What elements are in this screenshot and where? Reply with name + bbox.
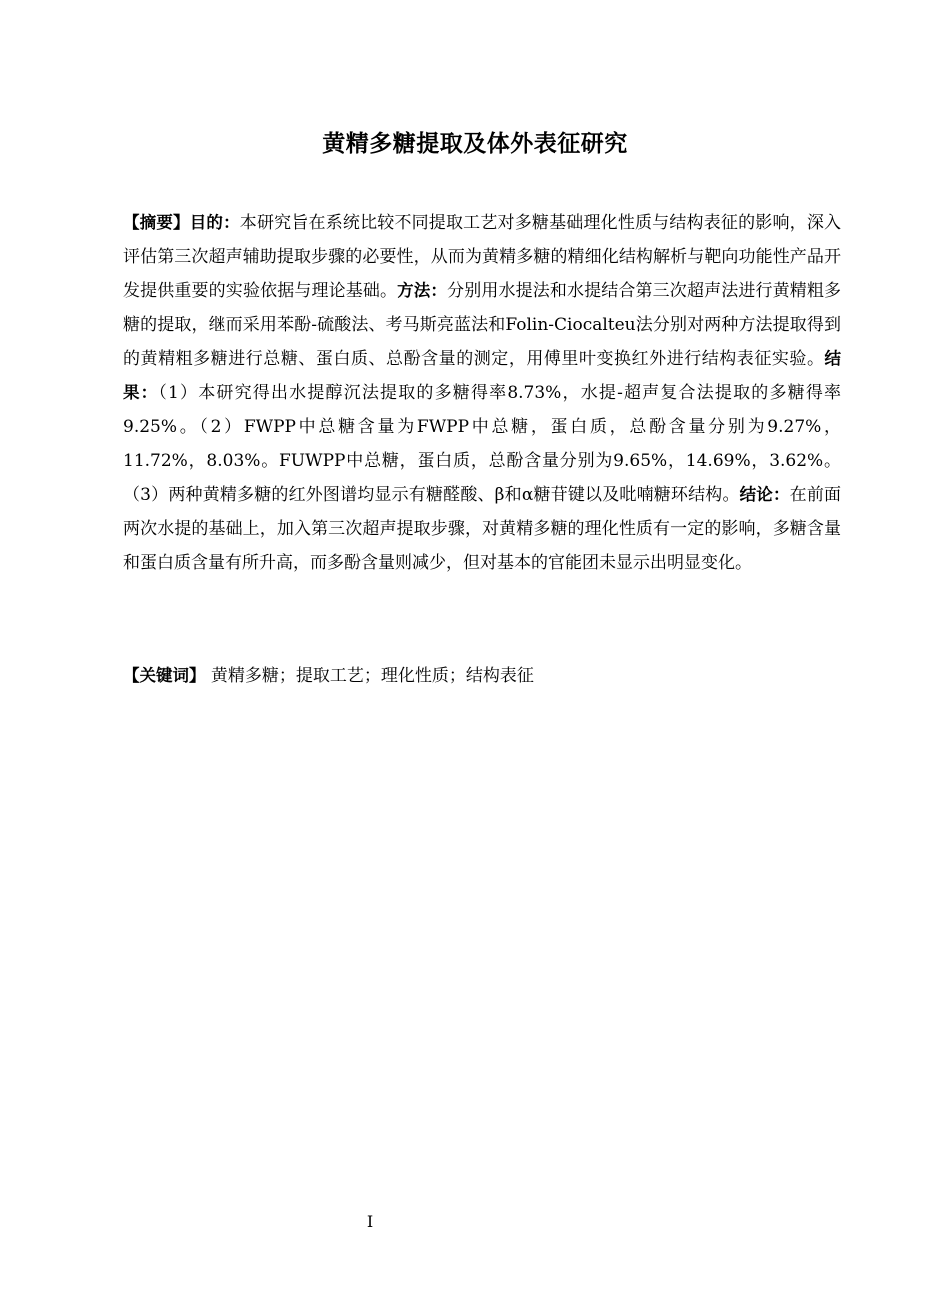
conclusion-text: 在前面两次水提的基础上，加入第三次超声提取步骤，对黄精多糖的理化性质有一定的影响，多糖含量和蛋白质含量有所升高，而多酚含量则减少，但对基本的官能团未显示出明显变化。 bbox=[123, 485, 842, 573]
result-label: 结果： bbox=[123, 349, 841, 402]
keywords-line bbox=[123, 660, 841, 692]
abstract-paragraph bbox=[123, 206, 841, 580]
page-number: I bbox=[366, 1212, 374, 1231]
abstract-label: 【摘要】 bbox=[123, 213, 190, 232]
keywords-text: 黄精多糖；提取工艺；理化性质；结构表征 bbox=[205, 666, 534, 686]
paper-title: 黄精多糖提取及体外表征研究 bbox=[322, 131, 628, 157]
method-label: 方法： bbox=[397, 281, 448, 300]
conclusion-label: 结论： bbox=[739, 485, 790, 504]
result-text: （1）本研究得出水提醇沉法提取的多糖得率8.73%，水提-超声复合法提取的多糖得率9.25%。（2）FWPP中总糖含量为FWPP中总糖，蛋白质，总酚含量分别为9.27%，11.72%，8.03%。FUWPP中总糖，蛋白质，总酚含量分别为9.65%，14.69%，3.62%。（3）两种黄精多糖的红外图谱均显示有糖醛酸、β和α糖苷键以及吡喃糖环结构。 bbox=[123, 383, 841, 505]
keywords-label: 【关键词】 bbox=[123, 666, 206, 685]
method-text: 分别用水提法和水提结合第三次超声法进行黄精粗多糖的提取，继而采用苯酚-硫酸法、考马斯亮蓝法和Folin-Ciocalteu法分别对两种方法提取得到的黄精粗多糖进行总糖、蛋白质、总酚含量的测定，用傅里叶变换红外进行结构表征实验。 bbox=[123, 281, 842, 369]
purpose-text: 本研究旨在系统比较不同提取工艺对多糖基础理化性质与结构表征的影响，深入评估第三次超声辅助提取步骤的必要性，从而为黄精多糖的精细化结构解析与靶向功能性产品开发提供重要的实验依据与理论基础。 bbox=[123, 213, 842, 301]
purpose-label: 目的： bbox=[189, 213, 240, 232]
